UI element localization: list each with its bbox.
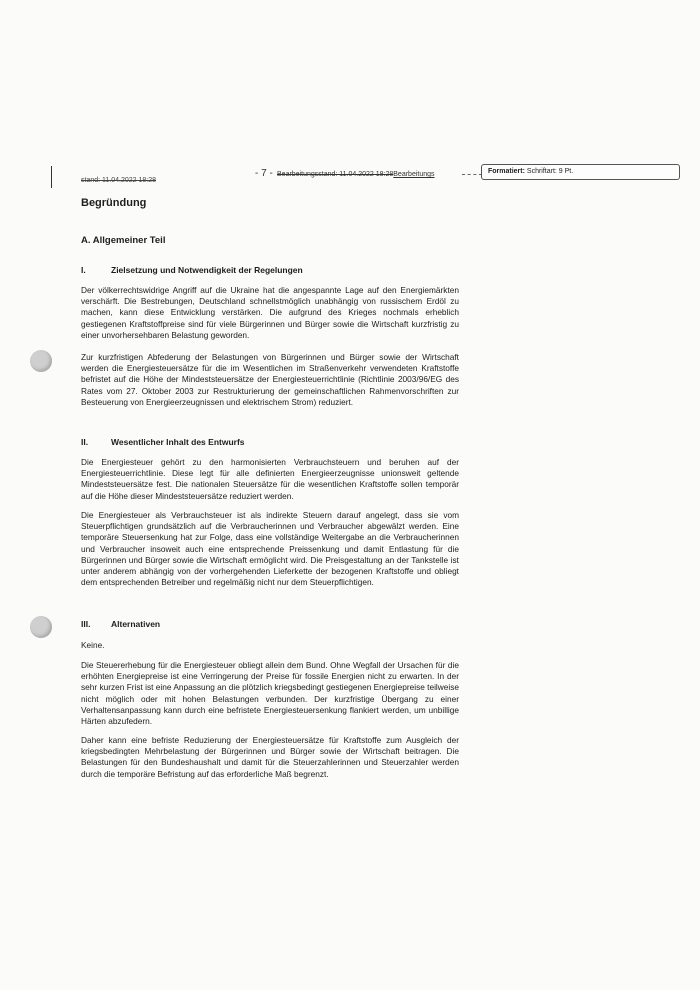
paragraph: Die Steuererhebung für die Energiesteuer obliegt allein dem Bund. Ohne Wegfall der Ursachen für die erhöhten Energiepreise ist eine Verringerung der Preise für fossile Energien nicht zu erwarten. In der sehr kurzen Frist ist eine Anpassung an die plötzlich kriegsbedingt gestiegenen Energiepreise teilweise nicht möglich oder mit hohen Belastungen verbunden. Der kurzfristige Übergang zu einer Verhaltensanpassung kann durch eine befristete Energiesteuersenkung flankiert werden, um unbillige Härten abzufedern.: [81, 660, 459, 727]
revision-inserted-text: Bearbeitungs: [393, 171, 435, 178]
comment-leader-line: [462, 174, 482, 175]
header-page-marker-line: [255, 168, 435, 179]
section-heading-2: [81, 437, 245, 447]
page-number: - 7 -: [255, 168, 273, 179]
format-comment-text: Schriftart: 9 Pt.: [526, 168, 574, 175]
revision-deleted-text: Bearbeitungsstand: 11.04.2022 18:28: [277, 171, 394, 178]
part-heading: A. Allgemeiner Teil: [81, 235, 166, 246]
section-title: Zielsetzung und Notwendigkeit der Regelungen: [111, 265, 303, 275]
punch-hole-top: [30, 350, 52, 372]
paragraph: Keine.: [81, 640, 105, 650]
format-comment-label: Formatiert:: [488, 168, 525, 175]
paragraph: Der völkerrechtswidrige Angriff auf die Ukraine hat die angespannte Lage auf den Energiemärkten verschärft. Die Bestrebungen, Deutschland schnellstmöglich unabhängig von russischem Erdöl zu machen, kann diese Entwicklung verstärken. Die aufgrund des Krieges nochmals erheblich gestiegenen Kraftstoffpreise sind für viele Bürgerinnen und Bürger sowie die Wirtschaft kurzfristig zu einer unvorhersehbaren Belastung geworden.: [81, 285, 459, 340]
header-deleted-stamp: stand: 11.04.2022 18:28: [81, 177, 156, 184]
paragraph: Daher kann eine befriste Reduzierung der Energiesteuersätze für Kraftstoffe zum Ausgleich der kriegsbedingten Mehrbelastung der Bürgerinnen und Bürger sowie der Wirtschaft beitragen. Die Belastungen für den Bundeshaushalt und damit für die Steuerzahlerinnen und Steuerzahler werden durch die temporäre Befristung auf das erforderliche Maß begrenzt.: [81, 735, 459, 779]
section-number: II.: [81, 437, 89, 447]
document-title: Begründung: [81, 197, 147, 209]
section-number: III.: [81, 619, 91, 629]
section-number: I.: [81, 265, 86, 275]
paragraph: Zur kurzfristigen Abfederung der Belastungen von Bürgerinnen und Bürger sowie der Wirtschaft werden die Energiesteuersätze für die im Wesentlichen im Straßenverkehr verwendeten Kraftstoffe befristet auf die Höhe der Mindeststeuersätze der Energiesteuerrichtlinie (Richtlinie 2003/96/EG des Rates vom 27. Oktober 2003 zur Restrukturierung der gemeinschaftlichen Rahmenvorschriften zur Besteuerung von Energieerzeugnissen und elektrischem Strom) reduziert.: [81, 352, 459, 407]
section-title: Alternativen: [111, 619, 161, 629]
section-heading-1: [81, 265, 303, 275]
section-heading-3: [81, 619, 160, 629]
punch-hole-bottom: [30, 616, 52, 638]
paragraph: Die Energiesteuer als Verbrauchsteuer ist als indirekte Steuern darauf angelegt, dass sie vom Steuerpflichtigen grundsätzlich auf die Verbraucherinnen und Verbraucher abgewälzt werden. Eine temporäre Steuersenkung hat zur Folge, dass eine vollständige Weitergabe an die Verbraucherinnen und Verbraucher insoweit auch eine entsprechende Preissenkung und damit Entlastung für die Bürgerinnen und Bürger sowie die Wirtschaft ermöglicht wird. Die Preisgestaltung an der Tankstelle ist unter anderem abhängig von der vorhergehenden Lieferkette der bezogenen Kraftstoffe und obliegt dem entsprechenden Betreiber und regelmäßig nicht nur dem Steuerpflichtigen.: [81, 510, 459, 588]
paragraph: Die Energiesteuer gehört zu den harmonisierten Verbrauchsteuern und beruhen auf der Energiesteuerrichtlinie. Diese legt für alle definierten Energieerzeugnisse unionsweit geltende Mindeststeuersätze fest. Die nationalen Steuersätze für die wesentlichen Kraftstoffe sollen temporär auf die Höhe dieser Mindeststeuersätze reduziert werden.: [81, 457, 459, 501]
section-title: Wesentlicher Inhalt des Entwurfs: [111, 437, 245, 447]
revision-change-bar: [51, 166, 52, 188]
format-comment-balloon[interactable]: [481, 164, 680, 180]
